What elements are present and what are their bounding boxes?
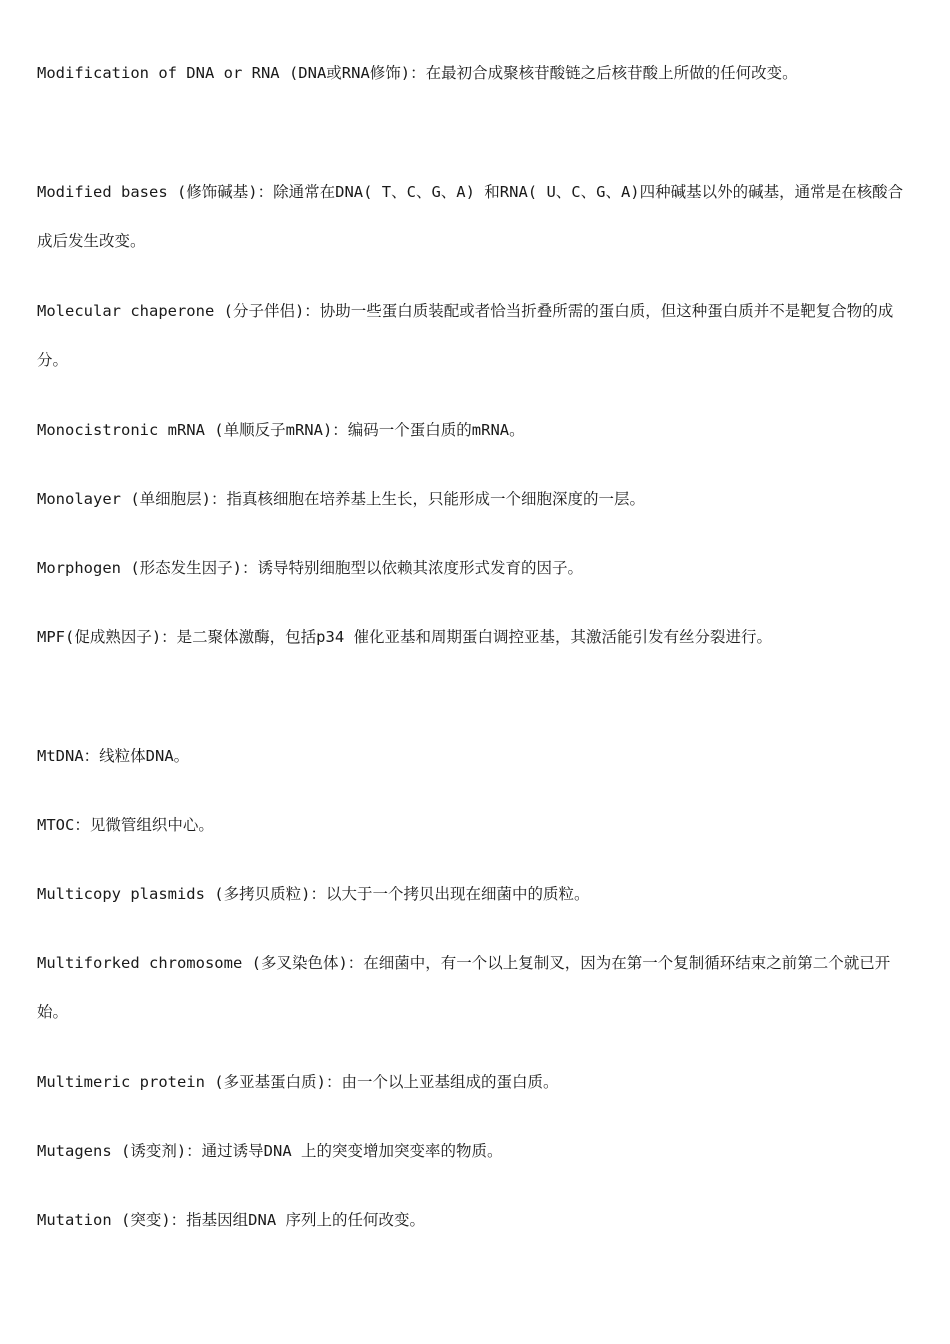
glossary-entry-mpf: MPF(促成熟因子)：是二聚体激酶，包括p34 催化亚基和周期蛋白调控亚基，其激活能引发有丝分裂进行。 bbox=[37, 628, 772, 646]
glossary-entry-modification: Modification of DNA or RNA (DNA或RNA修饰)：在最初合成聚核苷酸链之后核苷酸上所做的任何改变。 bbox=[37, 64, 798, 82]
glossary-entry-modified-bases: Modified bases (修饰碱基)：除通常在DNA( T、C、G、A) 和RNA( U、C、G、A)四种碱基以外的碱基，通常是在核酸合成后发生改变。 bbox=[37, 183, 904, 250]
glossary-entry-morphogen: Morphogen (形态发生因子)：诱导特别细胞型以依赖其浓度形式发育的因子。 bbox=[37, 559, 583, 577]
glossary-entry-multimeric-protein: Multimeric protein (多亚基蛋白质)：由一个以上亚基组成的蛋白质。 bbox=[37, 1073, 559, 1091]
glossary-entry-mutagens: Mutagens (诱变剂)：通过诱导DNA 上的突变增加突变率的物质。 bbox=[37, 1142, 503, 1160]
glossary-entry-mutation: Mutation (突变)：指基因组DNA 序列上的任何改变。 bbox=[37, 1211, 425, 1229]
glossary-entry-mtdna: MtDNA：线粒体DNA。 bbox=[37, 747, 190, 765]
glossary-entry-monocistronic-mrna: Monocistronic mRNA (单顺反子mRNA)：编码一个蛋白质的mRNA。 bbox=[37, 421, 525, 439]
glossary-entry-multiforked-chromosome: Multiforked chromosome (多叉染色体)：在细菌中，有一个以上复制叉，因为在第一个复制循环结束之前第二个就已开始。 bbox=[37, 954, 891, 1021]
glossary-entry-molecular-chaperone: Molecular chaperone (分子伴侣)：协助一些蛋白质装配或者恰当折叠所需的蛋白质，但这种蛋白质并不是靶复合物的成分。 bbox=[37, 302, 894, 369]
glossary-entry-monolayer: Monolayer (单细胞层)：指真核细胞在培养基上生长，只能形成一个细胞深度的一层。 bbox=[37, 490, 645, 508]
glossary-entry-mtoc: MTOC：见微管组织中心。 bbox=[37, 816, 214, 834]
glossary-entry-multicopy-plasmids: Multicopy plasmids (多拷贝质粒)：以大于一个拷贝出现在细菌中的质粒。 bbox=[37, 885, 590, 903]
